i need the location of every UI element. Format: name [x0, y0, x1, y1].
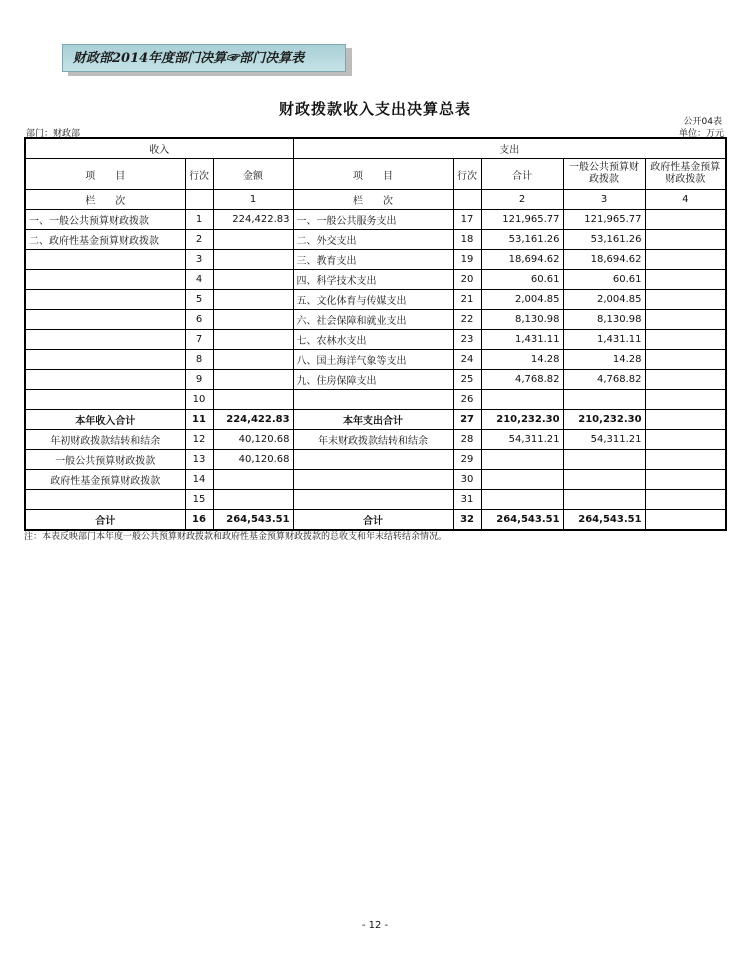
expense-total-cell: 2,004.85	[481, 290, 563, 310]
expense-column-label: 栏 次	[293, 190, 453, 210]
income-item-cell	[25, 330, 185, 350]
expense-rowno-header: 行次	[453, 159, 481, 190]
fund-budget-cell	[645, 450, 726, 470]
income-rowno-cell: 2	[185, 230, 213, 250]
general-budget-cell: 2,004.85	[563, 290, 645, 310]
banner-text: 财政部2014年度部门决算☞部门决算表	[62, 44, 346, 72]
expense-rowno-cell: 24	[453, 350, 481, 370]
income-rowno-cell: 10	[185, 390, 213, 410]
expense-rowno-cell: 20	[453, 270, 481, 290]
fund-budget-cell	[645, 310, 726, 330]
income-header: 收入	[25, 138, 293, 159]
income-amount-cell: 264,543.51	[213, 510, 293, 531]
expense-rowno-cell: 26	[453, 390, 481, 410]
table-row	[25, 330, 726, 350]
general-budget-cell	[563, 490, 645, 510]
income-amount-cell: 40,120.68	[213, 430, 293, 450]
general-budget-cell: 18,694.62	[563, 250, 645, 270]
table-row	[25, 210, 726, 230]
header-row-sections	[25, 138, 726, 159]
form-code: 公开04表	[683, 117, 722, 127]
col-index-2: 2	[481, 190, 563, 210]
empty-cell	[185, 190, 213, 210]
fund-budget-cell	[645, 250, 726, 270]
budget-table	[24, 137, 727, 531]
expense-total-cell	[481, 390, 563, 410]
table-row	[25, 350, 726, 370]
income-amount-cell: 224,422.83	[213, 410, 293, 430]
income-rowno-cell: 1	[185, 210, 213, 230]
general-budget-cell: 264,543.51	[563, 510, 645, 531]
table-row	[25, 290, 726, 310]
income-item-cell	[25, 390, 185, 410]
col-index-1: 1	[213, 190, 293, 210]
income-amount-cell	[213, 350, 293, 370]
income-rowno-cell: 6	[185, 310, 213, 330]
expense-total-cell: 121,965.77	[481, 210, 563, 230]
fund-budget-cell	[645, 330, 726, 350]
income-item-cell: 合计	[25, 510, 185, 531]
expense-total-cell: 18,694.62	[481, 250, 563, 270]
income-rowno-cell: 4	[185, 270, 213, 290]
table-row	[25, 270, 726, 290]
income-amount-cell: 224,422.83	[213, 210, 293, 230]
expense-rowno-cell: 19	[453, 250, 481, 270]
table-row	[25, 410, 726, 430]
empty-cell	[453, 190, 481, 210]
income-amount-cell	[213, 470, 293, 490]
table-row	[25, 230, 726, 250]
expense-total-header: 合计	[481, 159, 563, 190]
income-amount-header: 金额	[213, 159, 293, 190]
income-rowno-cell: 13	[185, 450, 213, 470]
expense-item-cell: 二、外交支出	[293, 230, 453, 250]
expense-total-cell: 264,543.51	[481, 510, 563, 531]
fund-budget-cell	[645, 370, 726, 390]
fund-budget-cell	[645, 290, 726, 310]
general-budget-cell: 14.28	[563, 350, 645, 370]
income-amount-cell	[213, 290, 293, 310]
income-amount-cell	[213, 270, 293, 290]
expense-item-cell: 四、科学技术支出	[293, 270, 453, 290]
expense-item-cell: 三、教育支出	[293, 250, 453, 270]
header-banner	[62, 44, 352, 76]
expense-item-cell	[293, 490, 453, 510]
income-amount-cell	[213, 310, 293, 330]
income-rowno-cell: 16	[185, 510, 213, 531]
general-budget-cell: 210,232.30	[563, 410, 645, 430]
income-rowno-cell: 9	[185, 370, 213, 390]
income-rowno-cell: 3	[185, 250, 213, 270]
fund-budget-cell	[645, 230, 726, 250]
income-amount-cell	[213, 370, 293, 390]
expense-item-cell	[293, 390, 453, 410]
expense-item-cell: 合计	[293, 510, 453, 531]
header-row-columns	[25, 159, 726, 190]
income-item-cell: 一般公共预算财政拨款	[25, 450, 185, 470]
expense-rowno-cell: 18	[453, 230, 481, 250]
expense-item-cell: 九、住房保障支出	[293, 370, 453, 390]
general-budget-cell	[563, 470, 645, 490]
income-item-cell	[25, 350, 185, 370]
page-title: 财政拨款收入支出决算总表	[278, 100, 471, 118]
income-item-header: 项 目	[25, 159, 185, 190]
income-rowno-cell: 7	[185, 330, 213, 350]
income-amount-cell	[213, 390, 293, 410]
col-index-4: 4	[645, 190, 726, 210]
expense-item-cell: 年末财政拨款结转和结余	[293, 430, 453, 450]
expense-total-cell: 53,161.26	[481, 230, 563, 250]
general-budget-cell	[563, 450, 645, 470]
fund-budget-cell	[645, 510, 726, 531]
general-budget-cell: 53,161.26	[563, 230, 645, 250]
fund-budget-header: 政府性基金预算财政拨款	[645, 159, 726, 190]
expense-rowno-cell: 21	[453, 290, 481, 310]
page-number: - 12 -	[361, 920, 389, 931]
income-item-cell	[25, 490, 185, 510]
fund-budget-cell	[645, 350, 726, 370]
income-column-label: 栏 次	[25, 190, 185, 210]
income-amount-cell	[213, 330, 293, 350]
expense-total-cell: 8,130.98	[481, 310, 563, 330]
expense-total-cell: 1,431.11	[481, 330, 563, 350]
general-budget-cell	[563, 390, 645, 410]
income-amount-cell	[213, 490, 293, 510]
expense-rowno-cell: 31	[453, 490, 481, 510]
general-budget-cell: 4,768.82	[563, 370, 645, 390]
income-item-cell	[25, 290, 185, 310]
general-budget-cell: 121,965.77	[563, 210, 645, 230]
fund-budget-cell	[645, 410, 726, 430]
expense-total-cell	[481, 470, 563, 490]
income-rowno-cell: 14	[185, 470, 213, 490]
income-rowno-cell: 5	[185, 290, 213, 310]
table-row	[25, 490, 726, 510]
expense-total-cell: 4,768.82	[481, 370, 563, 390]
income-item-cell	[25, 250, 185, 270]
income-item-cell: 一、一般公共预算财政拨款	[25, 210, 185, 230]
table-row	[25, 250, 726, 270]
table-row	[25, 450, 726, 470]
expense-total-cell: 210,232.30	[481, 410, 563, 430]
income-rowno-cell: 11	[185, 410, 213, 430]
expense-rowno-cell: 32	[453, 510, 481, 531]
fund-budget-cell	[645, 490, 726, 510]
general-budget-cell: 8,130.98	[563, 310, 645, 330]
expense-item-cell: 七、农林水支出	[293, 330, 453, 350]
general-budget-cell: 1,431.11	[563, 330, 645, 350]
expense-item-cell: 八、国土海洋气象等支出	[293, 350, 453, 370]
table-row	[25, 430, 726, 450]
table-row	[25, 390, 726, 410]
column-index-row	[25, 190, 726, 210]
table-row	[25, 510, 726, 531]
income-rowno-header: 行次	[185, 159, 213, 190]
expense-item-cell: 五、文化体育与传媒支出	[293, 290, 453, 310]
income-item-cell	[25, 370, 185, 390]
general-budget-cell: 60.61	[563, 270, 645, 290]
expense-item-cell: 一、一般公共服务支出	[293, 210, 453, 230]
footnote: 注：本表反映部门本年度一般公共预算财政拨款和政府性基金预算财政拨款的总收支和年末结转结余情况。	[24, 532, 448, 542]
expense-rowno-cell: 29	[453, 450, 481, 470]
expense-rowno-cell: 30	[453, 470, 481, 490]
col-index-3: 3	[563, 190, 645, 210]
expense-rowno-cell: 17	[453, 210, 481, 230]
income-item-cell: 本年收入合计	[25, 410, 185, 430]
expense-total-cell: 60.61	[481, 270, 563, 290]
unit-label: 单位：万元	[678, 129, 724, 139]
expense-total-cell	[481, 450, 563, 470]
expense-item-cell: 本年支出合计	[293, 410, 453, 430]
expense-item-header: 项 目	[293, 159, 453, 190]
expense-rowno-cell: 25	[453, 370, 481, 390]
general-budget-header: 一般公共预算财政拨款	[563, 159, 645, 190]
expense-rowno-cell: 23	[453, 330, 481, 350]
expense-total-cell	[481, 490, 563, 510]
department-label: 部门：财政部	[26, 129, 81, 139]
table-row	[25, 310, 726, 330]
income-item-cell	[25, 310, 185, 330]
income-rowno-cell: 12	[185, 430, 213, 450]
income-amount-cell	[213, 250, 293, 270]
expense-item-cell: 六、社会保障和就业支出	[293, 310, 453, 330]
income-item-cell	[25, 270, 185, 290]
income-item-cell: 二、政府性基金预算财政拨款	[25, 230, 185, 250]
fund-budget-cell	[645, 430, 726, 450]
fund-budget-cell	[645, 390, 726, 410]
expense-item-cell	[293, 470, 453, 490]
income-rowno-cell: 8	[185, 350, 213, 370]
expense-total-cell: 14.28	[481, 350, 563, 370]
expense-item-cell	[293, 450, 453, 470]
fund-budget-cell	[645, 270, 726, 290]
table-row	[25, 470, 726, 490]
income-rowno-cell: 15	[185, 490, 213, 510]
income-amount-cell	[213, 230, 293, 250]
expense-header: 支出	[293, 138, 726, 159]
table-row	[25, 370, 726, 390]
income-item-cell: 政府性基金预算财政拨款	[25, 470, 185, 490]
expense-total-cell: 54,311.21	[481, 430, 563, 450]
expense-rowno-cell: 28	[453, 430, 481, 450]
income-amount-cell: 40,120.68	[213, 450, 293, 470]
fund-budget-cell	[645, 470, 726, 490]
expense-rowno-cell: 22	[453, 310, 481, 330]
income-item-cell: 年初财政拨款结转和结余	[25, 430, 185, 450]
fund-budget-cell	[645, 210, 726, 230]
expense-rowno-cell: 27	[453, 410, 481, 430]
general-budget-cell: 54,311.21	[563, 430, 645, 450]
